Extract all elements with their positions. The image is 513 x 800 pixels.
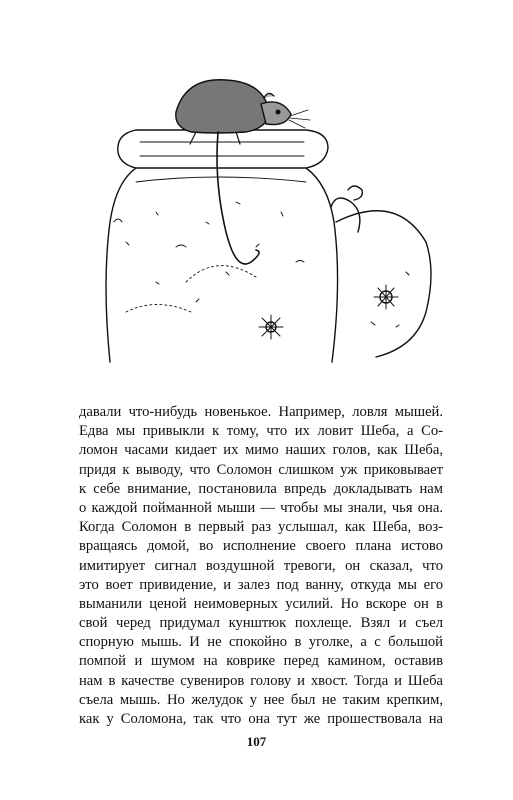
teapot-drawing [331,186,431,357]
text-line: свой черед придумал кунштюк похлеще. Взял и съел [79,615,443,632]
text-line: Когда Соломон в первый раз услышал, как Шеба, воз- [79,519,443,536]
body-text [79,403,443,729]
text-line: придя к выводу, что Соломон слишком уж приковывает [79,461,443,478]
text-line: давали что-нибудь новенькое. Например, ловля мышей. [79,404,443,420]
text-line: имитирует сигнал воздушной тревоги, он сказал, что [79,557,443,574]
mouse-drawing [176,80,310,264]
text-line: Едва мы привыкли к тому, что их ловит Шеба, а Со- [79,423,443,440]
page-number: 107 [246,734,267,749]
text-line: помпой и шумом на коврике перед камином, оставив [79,653,443,670]
text-line: вращаясь домой, во исполнение своего плана истово [79,538,443,555]
text-line: съела мышь. Но желудок у нее был не таким крепким, [79,691,443,708]
jar-drawing [106,130,338,362]
text-line: спорную мышь. И не спокойно в уголке, а с большой [79,634,443,651]
text-line: нам в качестве сувениров голову и хвост. Тогда и Шеба [79,672,443,689]
text-line: это воет привидение, и залез под ванну, откуда мы его [79,576,443,593]
text-line: к себе внимание, постановила впредь докладывать нам [79,480,443,497]
text-line: о каждой пойманной мыши — чтобы мы знали, чья она. [79,499,443,516]
text-line: выманили ценой неимоверных усилий. Но вскоре он в [79,595,443,612]
text-line: как у Соломона, так что она тут же прошествовала на [79,711,443,727]
mouse-on-jar-illustration [96,72,436,372]
text-line: ломон часами кидает их мимо наших голов, как Шеба, [79,442,443,459]
